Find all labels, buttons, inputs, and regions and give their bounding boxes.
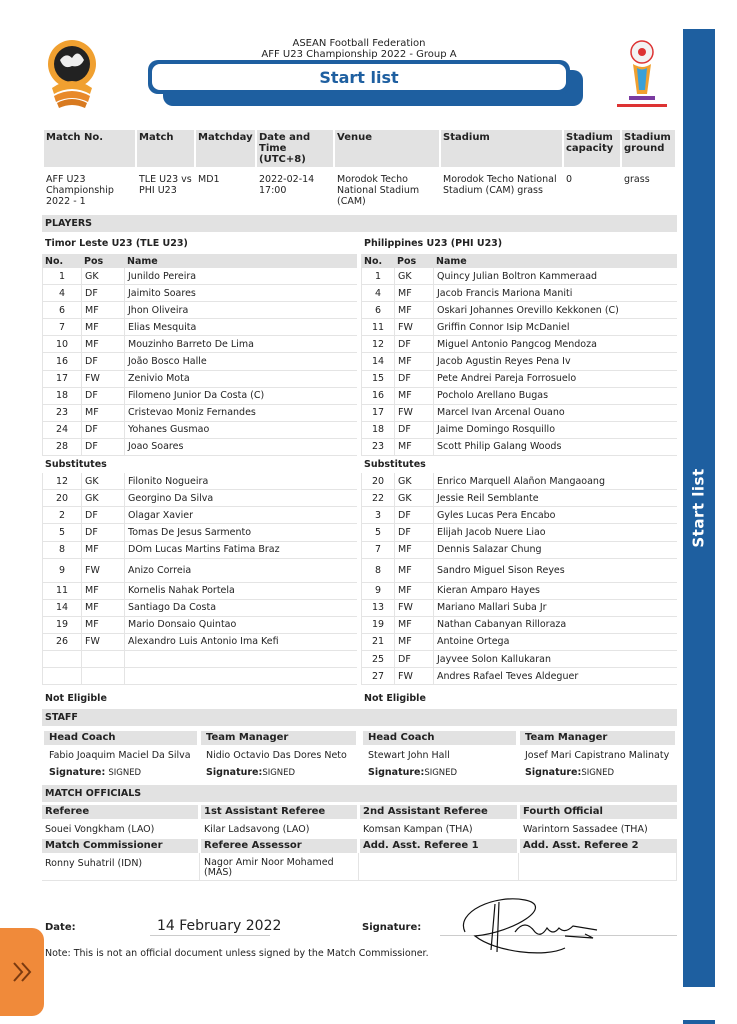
date-underline <box>150 935 270 936</box>
player-number: 8 <box>42 542 81 559</box>
player-number: 4 <box>42 285 81 302</box>
referee-label: Referee <box>42 805 198 819</box>
player-position <box>81 651 124 668</box>
header-venue: Venue <box>335 130 439 167</box>
substitute-row <box>42 634 357 651</box>
title-banner <box>148 60 570 94</box>
player-number: 7 <box>361 542 394 559</box>
player-position: DF <box>394 422 433 439</box>
player-number: 6 <box>42 302 81 319</box>
player-row <box>42 302 357 319</box>
stadium: Morodok Techo National Stadium (CAM) grass <box>443 174 557 196</box>
player-position: MF <box>394 388 433 405</box>
player-name <box>124 668 357 685</box>
organization-name: ASEAN Football Federation <box>292 38 426 49</box>
player-position: FW <box>81 371 124 388</box>
player-name: Griffin Connor Isip McDaniel <box>433 319 677 336</box>
substitute-row <box>361 507 677 524</box>
player-row <box>42 319 357 336</box>
player-row <box>361 371 677 388</box>
referee: Souei Vongkham (LAO) <box>45 824 155 835</box>
substitute-row <box>42 490 357 507</box>
player-row <box>361 268 677 285</box>
player-name: Anizo Correia <box>124 559 357 583</box>
team-b-head-coach-label: Head Coach <box>363 731 516 745</box>
assessor-label: Referee Assessor <box>201 839 357 853</box>
player-number: 8 <box>361 559 394 583</box>
substitutes-label-row <box>361 456 677 473</box>
player-name: Andres Rafael Teves Aldeguer <box>433 668 677 685</box>
substitute-row <box>42 473 357 490</box>
player-name: Jacob Agustin Reyes Pena Iv <box>433 353 677 370</box>
substitute-row <box>361 634 677 651</box>
player-position: MF <box>394 439 433 456</box>
player-name: Mario Donsaio Quintao <box>124 617 357 634</box>
stadium-capacity: 0 <box>566 174 573 185</box>
player-number: 20 <box>361 473 394 490</box>
player-name: Oskari Johannes Orevillo Kekkonen (C) <box>433 302 677 319</box>
player-row <box>361 405 677 422</box>
matchday: MD1 <box>198 174 220 185</box>
player-position: MF <box>394 285 433 302</box>
player-position: MF <box>394 542 433 559</box>
championship-logo <box>611 38 673 110</box>
player-row <box>361 285 677 302</box>
player-number: 12 <box>42 473 81 490</box>
player-name: Georgino Da Silva <box>124 490 357 507</box>
team-b-not-eligible: Not Eligible <box>364 693 426 704</box>
staff-section-title: STAFF <box>42 709 677 726</box>
team-a-roster <box>42 254 357 685</box>
player-position: DF <box>81 353 124 370</box>
player-number: 26 <box>42 634 81 651</box>
header-match: Match <box>137 130 194 167</box>
team-b-head-coach-signature: Signature:SIGNED <box>368 767 458 778</box>
player-number: 1 <box>361 268 394 285</box>
sidebar-band-bottom <box>683 1020 715 1024</box>
player-position: MF <box>81 336 124 353</box>
team-a-team-manager-label: Team Manager <box>201 731 356 745</box>
competition-name: AFF U23 Championship 2022 - Group A <box>261 49 457 60</box>
commissioner: Ronny Suhatril (IDN) <box>45 858 143 869</box>
team-b-team-manager: Josef Mari Capistrano Malinaty <box>525 750 670 761</box>
player-number: 5 <box>42 524 81 541</box>
player-position: MF <box>394 353 433 370</box>
player-name: Kornelis Nahak Portela <box>124 583 357 600</box>
player-name: Marcel Ivan Arcenal Ouano <box>433 405 677 422</box>
player-name: Olagar Xavier <box>124 507 357 524</box>
match-no: AFF U23 Championship 2022 - 1 <box>46 174 114 207</box>
header-matchday: Matchday <box>196 130 255 167</box>
player-number: 15 <box>361 371 394 388</box>
player-position: FW <box>394 600 433 617</box>
team-a-team-manager: Nidio Octavio Das Dores Neto <box>206 750 347 761</box>
team-a-title: Timor Leste U23 (TLE U23) <box>45 238 188 249</box>
player-position: MF <box>81 583 124 600</box>
match: TLE U23 vs PHI U23 <box>139 174 192 196</box>
player-name: Jhon Oliveira <box>124 302 357 319</box>
match-info-row <box>44 167 675 207</box>
player-name: Yohanes Gusmao <box>124 422 357 439</box>
substitutes-label: Substitutes <box>45 459 107 471</box>
player-row <box>42 336 357 353</box>
player-position: DF <box>394 651 433 668</box>
player-number: 18 <box>42 388 81 405</box>
player-name: Scott Philip Galang Woods <box>433 439 677 456</box>
player-name: Pete Andrei Pareja Forrosuelo <box>433 371 677 388</box>
player-number: 5 <box>361 524 394 541</box>
player-number <box>42 651 81 668</box>
fourth-official-label: Fourth Official <box>520 805 677 819</box>
player-row <box>42 422 357 439</box>
disclaimer-note: Note: This is not an official document unless signed by the Match Commissioner. <box>45 948 429 959</box>
substitute-row <box>361 524 677 541</box>
player-row <box>361 388 677 405</box>
player-number: 23 <box>42 405 81 422</box>
player-position: DF <box>81 524 124 541</box>
player-name: Nathan Cabanyan Rilloraza <box>433 617 677 634</box>
substitute-row <box>42 559 357 583</box>
substitute-row <box>42 583 357 600</box>
assessor: Nagor Amir Noor Mohamed (MAS) <box>204 857 334 878</box>
player-number: 11 <box>361 319 394 336</box>
add-ar1-label: Add. Asst. Referee 1 <box>360 839 517 853</box>
col-pos: Pos <box>81 254 124 268</box>
player-position: DF <box>81 388 124 405</box>
player-position: GK <box>81 473 124 490</box>
stadium-ground: grass <box>624 174 650 185</box>
substitute-row <box>361 473 677 490</box>
col-no: No. <box>42 254 81 268</box>
date-value: 14 February 2022 <box>157 918 282 934</box>
player-name: Sandro Miguel Sison Reyes <box>433 559 677 583</box>
player-position: MF <box>81 617 124 634</box>
player-number: 7 <box>42 319 81 336</box>
substitute-row <box>361 651 677 668</box>
player-position: DF <box>81 285 124 302</box>
player-position: MF <box>394 634 433 651</box>
team-a-manager-signature: Signature:SIGNED <box>206 767 296 778</box>
player-position: GK <box>81 268 124 285</box>
player-name: Quincy Julian Boltron Kammeraad <box>433 268 677 285</box>
player-number: 17 <box>42 371 81 388</box>
substitutes-label: Substitutes <box>364 459 426 471</box>
player-row <box>361 319 677 336</box>
player-position: FW <box>81 559 124 583</box>
player-number: 9 <box>361 583 394 600</box>
player-name: Tomas De Jesus Sarmento <box>124 524 357 541</box>
player-row <box>42 285 357 302</box>
player-position: DF <box>394 524 433 541</box>
player-name: Cristevao Moniz Fernandes <box>124 405 357 422</box>
player-row <box>361 302 677 319</box>
ar1-label: 1st Assistant Referee <box>201 805 357 819</box>
player-number: 13 <box>361 600 394 617</box>
player-number: 14 <box>361 353 394 370</box>
player-number: 1 <box>42 268 81 285</box>
player-position: MF <box>394 559 433 583</box>
player-number: 20 <box>42 490 81 507</box>
player-row <box>42 388 357 405</box>
player-number: 2 <box>42 507 81 524</box>
player-position: DF <box>81 422 124 439</box>
player-position: DF <box>394 371 433 388</box>
player-number: 10 <box>42 336 81 353</box>
substitute-row <box>42 542 357 559</box>
team-b-head-coach: Stewart John Hall <box>368 750 450 761</box>
substitute-row <box>42 668 357 685</box>
player-name: Jessie Reil Semblante <box>433 490 677 507</box>
substitute-row <box>42 524 357 541</box>
player-number: 16 <box>42 353 81 370</box>
substitutes-label-row <box>42 456 357 473</box>
player-number: 3 <box>361 507 394 524</box>
player-number: 19 <box>361 617 394 634</box>
col-name: Name <box>124 254 357 268</box>
player-name: Junildo Pereira <box>124 268 357 285</box>
player-number: 22 <box>361 490 394 507</box>
player-name: Dennis Salazar Chung <box>433 542 677 559</box>
player-number: 23 <box>361 439 394 456</box>
player-number: 25 <box>361 651 394 668</box>
col-no: No. <box>361 254 394 268</box>
col-pos: Pos <box>394 254 433 268</box>
player-name: Jaime Domingo Rosquillo <box>433 422 677 439</box>
commissioner-signature <box>455 892 615 964</box>
player-name: Santiago Da Costa <box>124 600 357 617</box>
player-position: MF <box>81 600 124 617</box>
double-chevron-right-icon <box>9 959 35 985</box>
player-number: 27 <box>361 668 394 685</box>
player-name: Alexandro Luis Antonio Ima Kefi <box>124 634 357 651</box>
player-number: 28 <box>42 439 81 456</box>
player-name: Jacob Francis Mariona Maniti <box>433 285 677 302</box>
signature-label: Signature: <box>362 922 422 933</box>
player-name: Elijah Jacob Nuere Liao <box>433 524 677 541</box>
header-stadium: Stadium <box>441 130 562 167</box>
fourth-official: Warintorn Sassadee (THA) <box>523 824 648 835</box>
player-name: Mariano Mallari Suba Jr <box>433 600 677 617</box>
player-position: DF <box>394 507 433 524</box>
player-position: GK <box>394 473 433 490</box>
player-name: Miguel Antonio Pangcog Mendoza <box>433 336 677 353</box>
substitute-row <box>361 668 677 685</box>
player-number: 6 <box>361 302 394 319</box>
player-number: 16 <box>361 388 394 405</box>
player-name: Pocholo Arellano Bugas <box>433 388 677 405</box>
player-row <box>361 439 677 456</box>
header-stadium-capacity: Stadium capacity <box>564 130 620 167</box>
ar2-label: 2nd Assistant Referee <box>360 805 517 819</box>
team-a-not-eligible: Not Eligible <box>45 693 107 704</box>
team-b-roster <box>361 254 677 685</box>
player-number: 24 <box>42 422 81 439</box>
player-position: MF <box>394 302 433 319</box>
ar2: Komsan Kampan (THA) <box>363 824 473 835</box>
player-number: 14 <box>42 600 81 617</box>
player-number <box>42 668 81 685</box>
player-position: FW <box>394 668 433 685</box>
date-time: 2022-02-14 17:00 <box>259 174 315 196</box>
player-position <box>81 668 124 685</box>
players-section-title: PLAYERS <box>42 215 677 232</box>
player-name: Antoine Ortega <box>433 634 677 651</box>
team-a-head-coach-signature: Signature: SIGNED <box>49 767 142 778</box>
header-match-no: Match No. <box>44 130 135 167</box>
player-number: 19 <box>42 617 81 634</box>
header-date-time: Date and Time (UTC+8) <box>257 130 333 167</box>
player-name: Elias Mesquita <box>124 319 357 336</box>
expand-panel-button[interactable] <box>0 928 44 1016</box>
player-name: Filonito Nogueira <box>124 473 357 490</box>
player-number: 9 <box>42 559 81 583</box>
player-row <box>42 353 357 370</box>
team-b-team-manager-label: Team Manager <box>520 731 675 745</box>
player-name <box>124 651 357 668</box>
player-position: GK <box>394 490 433 507</box>
player-name: Kieran Amparo Hayes <box>433 583 677 600</box>
substitute-row <box>361 617 677 634</box>
substitute-row <box>42 507 357 524</box>
player-name: Joao Soares <box>124 439 357 456</box>
player-number: 21 <box>361 634 394 651</box>
substitute-row <box>361 559 677 583</box>
player-row <box>361 336 677 353</box>
player-row <box>361 353 677 370</box>
player-row <box>42 405 357 422</box>
player-position: MF <box>81 302 124 319</box>
player-position: DF <box>394 336 433 353</box>
team-a-head-coach-label: Head Coach <box>44 731 197 745</box>
player-position: MF <box>394 583 433 600</box>
header-stadium-ground: Stadium ground <box>622 130 675 167</box>
substitute-row <box>361 600 677 617</box>
team-b-manager-signature: Signature:SIGNED <box>525 767 615 778</box>
sidebar-title: Start list <box>690 468 708 548</box>
substitute-row <box>361 542 677 559</box>
player-number: 11 <box>42 583 81 600</box>
player-row <box>361 422 677 439</box>
player-number: 18 <box>361 422 394 439</box>
player-position: DF <box>81 439 124 456</box>
page-title: Start list <box>152 64 566 90</box>
aff-logo <box>44 38 100 110</box>
player-name: João Bosco Halle <box>124 353 357 370</box>
player-position: DF <box>81 507 124 524</box>
venue: Morodok Techo National Stadium (CAM) <box>337 174 420 207</box>
player-name: Gyles Lucas Pera Encabo <box>433 507 677 524</box>
commissioner-label: Match Commissioner <box>42 839 198 853</box>
player-name: Enrico Marquell Alañon Mangaoang <box>433 473 677 490</box>
player-number: 4 <box>361 285 394 302</box>
add-ar2-box <box>519 853 677 881</box>
player-position: MF <box>81 542 124 559</box>
player-position: MF <box>394 617 433 634</box>
player-number: 12 <box>361 336 394 353</box>
substitute-row <box>361 490 677 507</box>
player-position: GK <box>81 490 124 507</box>
player-row <box>42 268 357 285</box>
team-a-head-coach: Fabio Joaquim Maciel Da Silva <box>49 750 191 761</box>
officials-section-title: MATCH OFFICIALS <box>42 785 677 802</box>
substitute-row <box>42 600 357 617</box>
col-name: Name <box>433 254 677 268</box>
match-info-table <box>42 130 677 207</box>
player-position: MF <box>81 405 124 422</box>
player-name: Mouzinho Barreto De Lima <box>124 336 357 353</box>
player-number: 17 <box>361 405 394 422</box>
player-name: Jaimito Soares <box>124 285 357 302</box>
substitute-row <box>361 583 677 600</box>
substitute-row <box>42 617 357 634</box>
date-label: Date: <box>45 922 76 933</box>
player-position: FW <box>394 405 433 422</box>
player-position: FW <box>394 319 433 336</box>
ar1: Kilar Ladsavong (LAO) <box>204 824 310 835</box>
add-ar1-box <box>359 853 519 881</box>
team-b-title: Philippines U23 (PHI U23) <box>364 238 503 249</box>
player-name: DOm Lucas Martins Fatima Braz <box>124 542 357 559</box>
player-name: Jayvee Solon Kallukaran <box>433 651 677 668</box>
player-name: Filomeno Junior Da Costa (C) <box>124 388 357 405</box>
player-position: MF <box>81 319 124 336</box>
player-name: Zenivio Mota <box>124 371 357 388</box>
player-row <box>42 371 357 388</box>
add-ar2-label: Add. Asst. Referee 2 <box>520 839 677 853</box>
player-position: FW <box>81 634 124 651</box>
player-position: GK <box>394 268 433 285</box>
player-row <box>42 439 357 456</box>
substitute-row <box>42 651 357 668</box>
